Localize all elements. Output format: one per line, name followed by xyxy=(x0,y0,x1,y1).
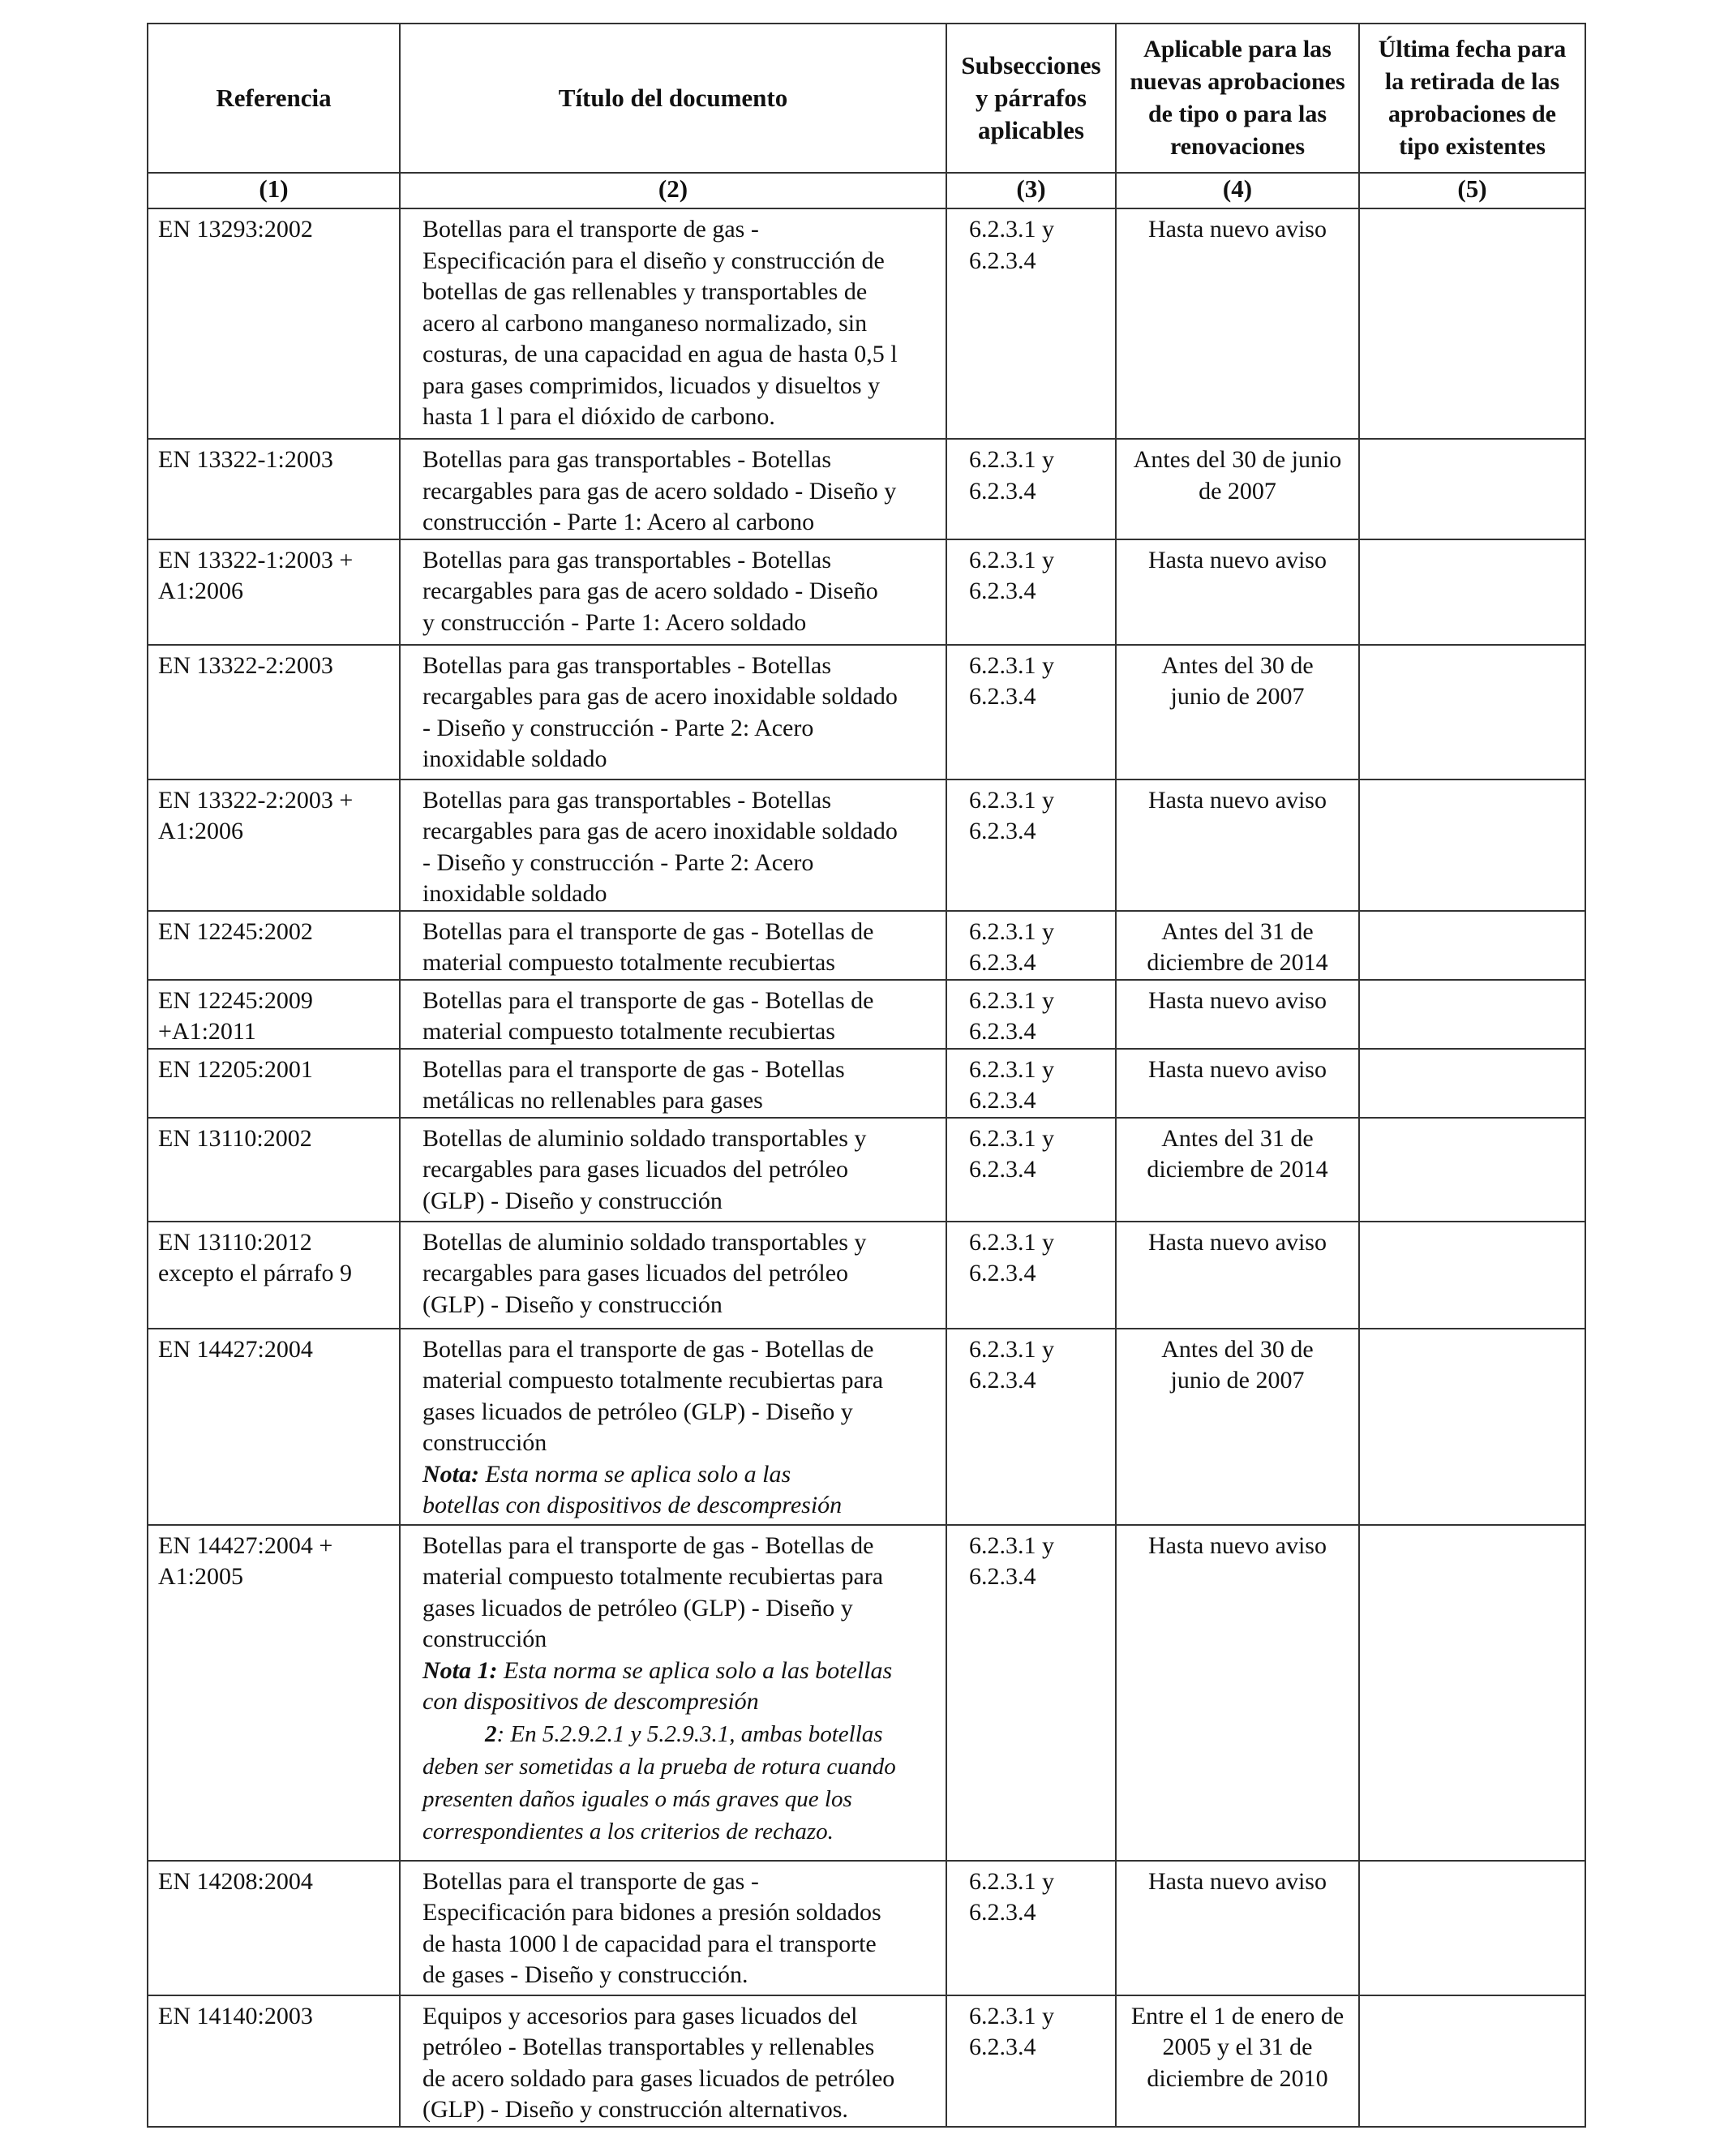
title-cell-line: petróleo - Botellas transportables y rellenables xyxy=(422,2034,875,2060)
title-cell-line: inoxidable soldado xyxy=(422,745,607,772)
subsection-cell xyxy=(946,780,1116,911)
subsection-cell-line: 6.2.3.4 xyxy=(969,949,1036,976)
table-row xyxy=(148,780,1585,911)
reference-cell-line: EN 13322-2:2003 xyxy=(158,651,333,679)
applicable-cell-line: Entre el 1 de enero de xyxy=(1130,2002,1344,2029)
header-referencia: Referencia xyxy=(148,24,400,173)
reference-cell xyxy=(148,208,400,439)
title-cell-line: Especificación para bidones a presión soldados xyxy=(422,1899,881,1926)
title-cell-line: y construcción - Parte 1: Acero soldado xyxy=(422,608,807,636)
title-cell-line: Botellas para gas transportables - Botellas xyxy=(422,546,832,573)
applicable-cell-line: Hasta nuevo aviso xyxy=(1148,546,1327,573)
note-text: botellas con dispositivos de descompresión xyxy=(422,1492,843,1518)
subsection-cell-line: 6.2.3.1 y xyxy=(969,1055,1054,1083)
reference-cell-line: A1:2005 xyxy=(158,1563,243,1590)
subsection-cell xyxy=(946,645,1116,780)
column-number-row xyxy=(148,173,1585,208)
table-body xyxy=(148,208,1585,2127)
subsection-cell-line: 6.2.3.4 xyxy=(969,2034,1036,2060)
title-cell-line: construcción xyxy=(422,1429,547,1456)
subsection-cell-line: 6.2.3.1 y xyxy=(969,216,1054,243)
applicable-cell-line: Antes del 30 de xyxy=(1161,651,1314,679)
table-row xyxy=(148,980,1585,1049)
applicable-cell xyxy=(1116,208,1359,439)
note-text: Esta norma se aplica solo a las xyxy=(479,1460,791,1488)
applicable-cell xyxy=(1116,645,1359,780)
applicable-cell-line: Hasta nuevo aviso xyxy=(1148,1228,1327,1256)
reference-cell xyxy=(148,1525,400,1861)
title-cell-line: recargables para gas de acero inoxidable soldado xyxy=(422,683,898,710)
subsection-cell xyxy=(946,439,1116,539)
applicable-cell-line: Antes del 30 de junio xyxy=(1133,446,1342,473)
note2-text: correspondientes a los criterios de rechazo. xyxy=(422,1818,834,1845)
reference-cell-line: EN 12245:2009 xyxy=(158,986,313,1014)
applicable-cell-line: de 2007 xyxy=(1199,477,1276,505)
title-cell xyxy=(400,780,946,911)
title-cell xyxy=(400,539,946,645)
table-row xyxy=(148,208,1585,439)
title-cell-line: Botellas para el transporte de gas - Botellas de xyxy=(422,986,874,1014)
title-cell-line: hasta 1 l para el dióxido de carbono. xyxy=(422,403,775,430)
applicable-cell xyxy=(1116,911,1359,980)
table-row xyxy=(148,911,1585,980)
reference-cell-line: EN 13322-1:2003 + xyxy=(158,546,354,573)
note-text: Esta norma se aplica solo a las botellas xyxy=(497,1656,893,1684)
subsection-cell xyxy=(946,539,1116,645)
title-cell-line: Botellas para gas transportables - Botellas xyxy=(422,651,832,679)
reference-cell xyxy=(148,780,400,911)
applicable-cell xyxy=(1116,1525,1359,1861)
title-cell-line: Botellas de aluminio soldado transportables y xyxy=(422,1228,867,1256)
title-cell-line: - Diseño y construcción - Parte 2: Acero xyxy=(422,848,814,876)
table-row xyxy=(148,1049,1585,1118)
applicable-cell xyxy=(1116,1329,1359,1525)
document-page xyxy=(147,23,1585,2128)
note2-line xyxy=(422,1783,946,1815)
applicable-cell xyxy=(1116,780,1359,911)
reference-cell-line: EN 14140:2003 xyxy=(158,2002,313,2029)
applicable-cell-line: diciembre de 2010 xyxy=(1147,2064,1328,2092)
subsection-cell xyxy=(946,1525,1116,1861)
header-titulo: Título del documento xyxy=(400,24,946,173)
subsection-cell xyxy=(946,1049,1116,1118)
last-date-cell xyxy=(1359,1995,1585,2127)
table-row xyxy=(148,1222,1585,1329)
applicable-cell-line: Hasta nuevo aviso xyxy=(1148,216,1327,243)
title-cell xyxy=(400,1329,946,1525)
column-number: (2) xyxy=(400,173,946,208)
title-cell-line: (GLP) - Diseño y construcción xyxy=(422,1187,723,1214)
title-cell-line: acero al carbono manganeso normalizado, sin xyxy=(422,309,868,337)
applicable-cell-line: junio de 2007 xyxy=(1170,683,1305,710)
subsection-cell-line: 6.2.3.4 xyxy=(969,683,1036,710)
title-cell-line: recargables para gas de acero inoxidable soldado xyxy=(422,818,898,844)
last-date-cell xyxy=(1359,1222,1585,1329)
applicable-cell xyxy=(1116,539,1359,645)
subsection-cell-line: 6.2.3.4 xyxy=(969,1899,1036,1926)
reference-cell xyxy=(148,439,400,539)
applicable-cell-line: Antes del 30 de xyxy=(1161,1335,1314,1363)
note2-text: presenten daños iguales o más graves que los xyxy=(422,1785,852,1812)
applicable-cell-line: Hasta nuevo aviso xyxy=(1148,986,1327,1014)
title-cell-line: construcción - Parte 1: Acero al carbono xyxy=(422,509,815,535)
subsection-cell xyxy=(946,1995,1116,2127)
subsection-cell-line: 6.2.3.1 y xyxy=(969,651,1054,679)
title-cell-line: Botellas para el transporte de gas - Botellas xyxy=(422,1055,845,1083)
header-subsecciones: Subsecciones y párrafos aplicables xyxy=(946,24,1116,173)
title-cell-line: metálicas no rellenables para gases xyxy=(422,1087,763,1114)
last-date-cell xyxy=(1359,208,1585,439)
column-number: (1) xyxy=(148,173,400,208)
reference-cell-line: EN 14427:2004 xyxy=(158,1335,313,1363)
note-line xyxy=(422,1686,946,1718)
title-cell-line: gases licuados de petróleo (GLP) - Diseño y xyxy=(422,1398,853,1425)
header-aplicable: Aplicable para las nuevas aprobaciones de tipo o para las renovaciones xyxy=(1116,24,1359,173)
applicable-cell xyxy=(1116,439,1359,539)
title-cell-line: Especificación para el diseño y construcción de xyxy=(422,247,885,274)
subsection-cell-line: 6.2.3.1 y xyxy=(969,1531,1054,1559)
title-cell-line: recargables para gas de acero soldado - Diseño y xyxy=(422,477,897,505)
reference-cell xyxy=(148,1329,400,1525)
subsection-cell xyxy=(946,911,1116,980)
title-cell xyxy=(400,1222,946,1329)
reference-cell xyxy=(148,980,400,1049)
subsection-cell-line: 6.2.3.1 y xyxy=(969,1124,1054,1152)
title-cell xyxy=(400,208,946,439)
title-cell-line: (GLP) - Diseño y construcción xyxy=(422,1291,723,1318)
table-row xyxy=(148,1525,1585,1861)
reference-cell-line: EN 13110:2012 xyxy=(158,1228,312,1256)
title-cell-line: de acero soldado para gases licuados de petróleo xyxy=(422,2064,895,2092)
title-cell-line: Botellas para el transporte de gas - Botellas de xyxy=(422,1335,874,1363)
applicable-cell-line: Hasta nuevo aviso xyxy=(1148,786,1327,814)
subsection-cell-line: 6.2.3.4 xyxy=(969,1018,1036,1045)
subsection-cell-line: 6.2.3.1 y xyxy=(969,786,1054,814)
title-cell-line: recargables para gases licuados del petróleo xyxy=(422,1260,849,1286)
title-cell xyxy=(400,645,946,780)
reference-cell-line: EN 13322-2:2003 + xyxy=(158,786,354,814)
column-number: (5) xyxy=(1359,173,1585,208)
subsection-cell xyxy=(946,1118,1116,1222)
reference-cell xyxy=(148,911,400,980)
title-cell-line: Botellas para el transporte de gas - xyxy=(422,1867,759,1895)
applicable-cell-line: Hasta nuevo aviso xyxy=(1148,1867,1327,1895)
subsection-cell-line: 6.2.3.1 y xyxy=(969,446,1054,473)
title-cell-line: Botellas para gas transportables - Botellas xyxy=(422,446,832,473)
title-cell-line: material compuesto totalmente recubiertas para xyxy=(422,1367,884,1394)
reference-cell xyxy=(148,1861,400,1995)
subsection-cell-line: 6.2.3.4 xyxy=(969,477,1036,505)
table-row xyxy=(148,439,1585,539)
title-cell-line: material compuesto totalmente recubiertas xyxy=(422,949,835,976)
applicable-cell-line: 2005 y el 31 de xyxy=(1162,2034,1313,2060)
applicable-cell-line: Hasta nuevo aviso xyxy=(1148,1531,1327,1559)
title-cell-line: gases licuados de petróleo (GLP) - Diseño y xyxy=(422,1594,853,1621)
reference-cell-line: EN 14208:2004 xyxy=(158,1867,313,1895)
subsection-cell xyxy=(946,1861,1116,1995)
reference-cell-line: excepto el párrafo 9 xyxy=(158,1260,353,1286)
title-cell xyxy=(400,439,946,539)
reference-cell-line: +A1:2011 xyxy=(158,1018,256,1045)
reference-cell xyxy=(148,1049,400,1118)
title-cell-line: de gases - Diseño y construcción. xyxy=(422,1961,748,1988)
reference-cell-line: EN 12205:2001 xyxy=(158,1055,313,1083)
reference-cell xyxy=(148,539,400,645)
title-cell-line: costuras, de una capacidad en agua de hasta 0,5 l xyxy=(422,341,898,367)
subsection-cell-line: 6.2.3.4 xyxy=(969,1156,1036,1183)
title-cell-line: - Diseño y construcción - Parte 2: Acero xyxy=(422,714,814,741)
last-date-cell xyxy=(1359,980,1585,1049)
last-date-cell xyxy=(1359,911,1585,980)
title-cell-line: (GLP) - Diseño y construcción alternativos. xyxy=(422,2096,848,2123)
note-line xyxy=(422,1490,946,1522)
table-row xyxy=(148,1329,1585,1525)
subsection-cell-line: 6.2.3.4 xyxy=(969,1087,1036,1114)
note-line xyxy=(422,1656,946,1687)
title-cell-line: inoxidable soldado xyxy=(422,880,607,907)
subsection-cell-line: 6.2.3.4 xyxy=(969,578,1036,604)
title-cell xyxy=(400,1525,946,1861)
title-cell-line: recargables para gases licuados del petróleo xyxy=(422,1156,849,1183)
note2-line xyxy=(422,1750,946,1783)
last-date-cell xyxy=(1359,780,1585,911)
last-date-cell xyxy=(1359,645,1585,780)
reference-cell-line: EN 13110:2002 xyxy=(158,1124,312,1152)
subsection-cell-line: 6.2.3.1 y xyxy=(969,546,1054,573)
note2-label: 2 xyxy=(485,1720,497,1747)
reference-cell-line: EN 13293:2002 xyxy=(158,216,313,243)
title-cell xyxy=(400,911,946,980)
applicable-cell-line: junio de 2007 xyxy=(1170,1367,1305,1394)
note-label: Nota 1: xyxy=(422,1656,498,1684)
reference-cell xyxy=(148,645,400,780)
last-date-cell xyxy=(1359,1118,1585,1222)
table-row xyxy=(148,645,1585,780)
reference-cell-line: EN 13322-1:2003 xyxy=(158,446,333,473)
subsection-cell-line: 6.2.3.1 y xyxy=(969,1228,1054,1256)
note-label: Nota: xyxy=(422,1460,479,1488)
subsection-cell xyxy=(946,980,1116,1049)
subsection-cell-line: 6.2.3.1 y xyxy=(969,986,1054,1014)
subsection-cell-line: 6.2.3.4 xyxy=(969,1367,1036,1394)
note-text: con dispositivos de descompresión xyxy=(422,1688,759,1715)
title-cell xyxy=(400,980,946,1049)
title-cell-line: Botellas para gas transportables - Botellas xyxy=(422,786,832,814)
standards-table xyxy=(147,23,1586,2128)
title-cell-line: recargables para gas de acero soldado - Diseño xyxy=(422,578,878,604)
title-cell xyxy=(400,1049,946,1118)
table-row xyxy=(148,539,1585,645)
last-date-cell xyxy=(1359,1329,1585,1525)
title-cell-line: material compuesto totalmente recubiertas para xyxy=(422,1563,884,1590)
title-cell-line: de hasta 1000 l de capacidad para el transporte xyxy=(422,1930,877,1957)
title-cell-line: para gases comprimidos, licuados y disueltos y xyxy=(422,372,881,399)
applicable-cell xyxy=(1116,1995,1359,2127)
title-cell-line: botellas de gas rellenables y transportables de xyxy=(422,278,868,305)
subsection-cell xyxy=(946,1222,1116,1329)
table-row xyxy=(148,1861,1585,1995)
applicable-cell xyxy=(1116,1049,1359,1118)
applicable-cell-line: Hasta nuevo aviso xyxy=(1148,1055,1327,1083)
subsection-cell-line: 6.2.3.4 xyxy=(969,1260,1036,1286)
reference-cell xyxy=(148,1995,400,2127)
reference-cell-line: A1:2006 xyxy=(158,578,243,604)
applicable-cell xyxy=(1116,980,1359,1049)
subsection-cell-line: 6.2.3.4 xyxy=(969,818,1036,844)
header-row xyxy=(148,24,1585,173)
last-date-cell xyxy=(1359,1049,1585,1118)
last-date-cell xyxy=(1359,539,1585,645)
column-number: (3) xyxy=(946,173,1116,208)
title-cell-line: construcción xyxy=(422,1626,547,1652)
title-cell xyxy=(400,1861,946,1995)
note2-text: : En 5.2.9.2.1 y 5.2.9.3.1, ambas botellas xyxy=(496,1720,883,1747)
note2-text: deben ser sometidas a la prueba de rotura cuando xyxy=(422,1753,896,1780)
subsection-cell-line: 6.2.3.1 y xyxy=(969,917,1054,945)
title-cell-line: Botellas para el transporte de gas - xyxy=(422,216,759,243)
title-cell-line: material compuesto totalmente recubiertas xyxy=(422,1018,835,1045)
subsection-cell-line: 6.2.3.4 xyxy=(969,247,1036,274)
applicable-cell-line: Antes del 31 de xyxy=(1161,1124,1314,1152)
table-row xyxy=(148,1118,1585,1222)
note-line xyxy=(422,1459,946,1491)
applicable-cell-line: Antes del 31 de xyxy=(1161,917,1314,945)
subsection-cell xyxy=(946,208,1116,439)
subsection-cell-line: 6.2.3.4 xyxy=(969,1563,1036,1590)
subsection-cell-line: 6.2.3.1 y xyxy=(969,1867,1054,1895)
reference-cell xyxy=(148,1118,400,1222)
reference-cell-line: A1:2006 xyxy=(158,818,243,844)
column-number: (4) xyxy=(1116,173,1359,208)
table-row xyxy=(148,1995,1585,2127)
header-ultima-fecha: Última fecha para la retirada de las aprobaciones de tipo existentes xyxy=(1359,24,1585,173)
note2-line xyxy=(422,1815,946,1848)
title-cell-line: Botellas de aluminio soldado transportables y xyxy=(422,1124,867,1152)
applicable-cell xyxy=(1116,1861,1359,1995)
title-cell xyxy=(400,1995,946,2127)
reference-cell-line: EN 14427:2004 + xyxy=(158,1531,333,1559)
reference-cell xyxy=(148,1222,400,1329)
title-cell-line: Equipos y accesorios para gases licuados del xyxy=(422,2002,858,2029)
note2-line xyxy=(422,1718,946,1750)
reference-cell-line: EN 12245:2002 xyxy=(158,917,313,945)
applicable-cell-line: diciembre de 2014 xyxy=(1147,1156,1328,1183)
last-date-cell xyxy=(1359,439,1585,539)
title-cell xyxy=(400,1118,946,1222)
last-date-cell xyxy=(1359,1525,1585,1861)
subsection-cell-line: 6.2.3.1 y xyxy=(969,1335,1054,1363)
last-date-cell xyxy=(1359,1861,1585,1995)
subsection-cell-line: 6.2.3.1 y xyxy=(969,2002,1054,2029)
applicable-cell xyxy=(1116,1118,1359,1222)
applicable-cell xyxy=(1116,1222,1359,1329)
subsection-cell xyxy=(946,1329,1116,1525)
title-cell-line: Botellas para el transporte de gas - Botellas de xyxy=(422,917,874,945)
title-cell-line: Botellas para el transporte de gas - Botellas de xyxy=(422,1531,874,1559)
applicable-cell-line: diciembre de 2014 xyxy=(1147,949,1328,976)
